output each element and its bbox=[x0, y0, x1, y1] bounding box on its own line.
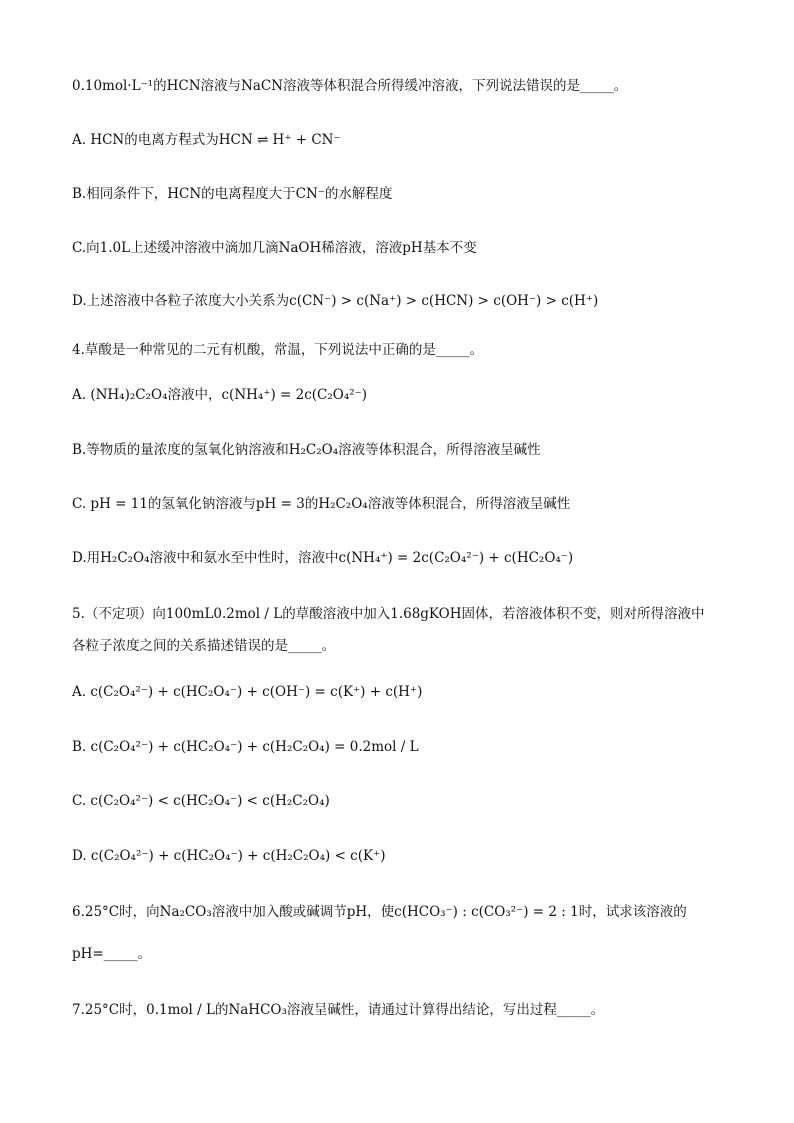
q6-stem-line1 bbox=[72, 902, 687, 922]
text-line: C. pH = 11的氢氧化钠溶液与pH = 3的H₂C₂O₄溶液等体积混合，所得溶液呈碱性 bbox=[72, 496, 571, 512]
text-line: D. c(C₂O₄²⁻) + c(HC₂O₄⁻) + c(H₂C₂O₄) < c(K⁺) bbox=[72, 848, 386, 864]
text-line: D.上述溶液中各粒子浓度大小关系为c(CN⁻) > c(Na⁺) > c(HCN) > c(OH⁻) > c(H⁺) bbox=[72, 293, 599, 309]
q5-option-c bbox=[72, 791, 330, 811]
text-line: A. (NH₄)₂C₂O₄溶液中，c(NH₄⁺) = 2c(C₂O₄²⁻) bbox=[72, 387, 368, 403]
text-line: A. HCN的电离方程式为HCN ⇌ H⁺ + CN⁻ bbox=[72, 132, 341, 148]
q4-option-a bbox=[72, 385, 367, 405]
text-line: C. c(C₂O₄²⁻) < c(HC₂O₄⁻) < c(H₂C₂O₄) bbox=[72, 793, 330, 809]
q5-option-b bbox=[72, 737, 419, 757]
text-line: 6.25°C时，向Na₂CO₃溶液中加入酸或碱调节pH，使c(HCO₃⁻) : c(CO₃²⁻) = 2 : 1时，试求该溶液的 bbox=[72, 904, 687, 920]
text-line: pH=_____。 bbox=[72, 946, 151, 962]
text-line: 5.（不定项）向100mL0.2mol / L的草酸溶液中加入1.68gKOH固体，若溶液体积不变，则对所得溶液中 bbox=[72, 606, 705, 622]
text-line: B.等物质的量浓度的氢氧化钠溶液和H₂C₂O₄溶液等体积混合，所得溶液呈碱性 bbox=[72, 442, 541, 458]
q4-stem bbox=[72, 340, 483, 360]
q3-option-a bbox=[72, 130, 341, 150]
q6-stem-line2 bbox=[72, 944, 151, 964]
q5-option-d bbox=[72, 846, 385, 866]
q5-stem-line1 bbox=[72, 604, 705, 624]
q3-stem bbox=[72, 76, 627, 96]
text-line: 0.10mol·L⁻¹的HCN溶液与NaCN溶液等体积混合所得缓冲溶液，下列说法错误的是_____。 bbox=[72, 78, 628, 94]
q3-option-d bbox=[72, 291, 598, 311]
q3-option-b bbox=[72, 184, 392, 204]
text-line: C.向1.0L上述缓冲溶液中滴加几滴NaOH稀溶液，溶液pH基本不变 bbox=[72, 240, 477, 256]
q4-option-b bbox=[72, 440, 541, 460]
text-line: 4.草酸是一种常见的二元有机酸，常温，下列说法中正确的是_____。 bbox=[72, 342, 484, 358]
text-line: D.用H₂C₂O₄溶液中和氨水至中性时，溶液中c(NH₄⁺) = 2c(C₂O₄²⁻) + c(HC₂O₄⁻) bbox=[72, 550, 574, 566]
text-line: 7.25°C时，0.1mol / L的NaHCO₃溶液呈碱性，请通过计算得出结论，写出过程_____。 bbox=[72, 1002, 605, 1018]
q4-option-c bbox=[72, 494, 570, 514]
text-line: 各粒子浓度之间的关系描述错误的是_____。 bbox=[72, 638, 336, 654]
q5-stem-line2 bbox=[72, 636, 335, 656]
q4-option-d bbox=[72, 548, 573, 568]
text-line: A. c(C₂O₄²⁻) + c(HC₂O₄⁻) + c(OH⁻) = c(K⁺) + c(H⁺) bbox=[72, 684, 423, 700]
q7-stem bbox=[72, 1000, 604, 1020]
q5-option-a bbox=[72, 682, 422, 702]
text-line: B. c(C₂O₄²⁻) + c(HC₂O₄⁻) + c(H₂C₂O₄) = 0.2mol / L bbox=[72, 739, 419, 755]
text-line: B.相同条件下，HCN的电离程度大于CN⁻的水解程度 bbox=[72, 186, 393, 202]
q3-option-c bbox=[72, 238, 477, 258]
